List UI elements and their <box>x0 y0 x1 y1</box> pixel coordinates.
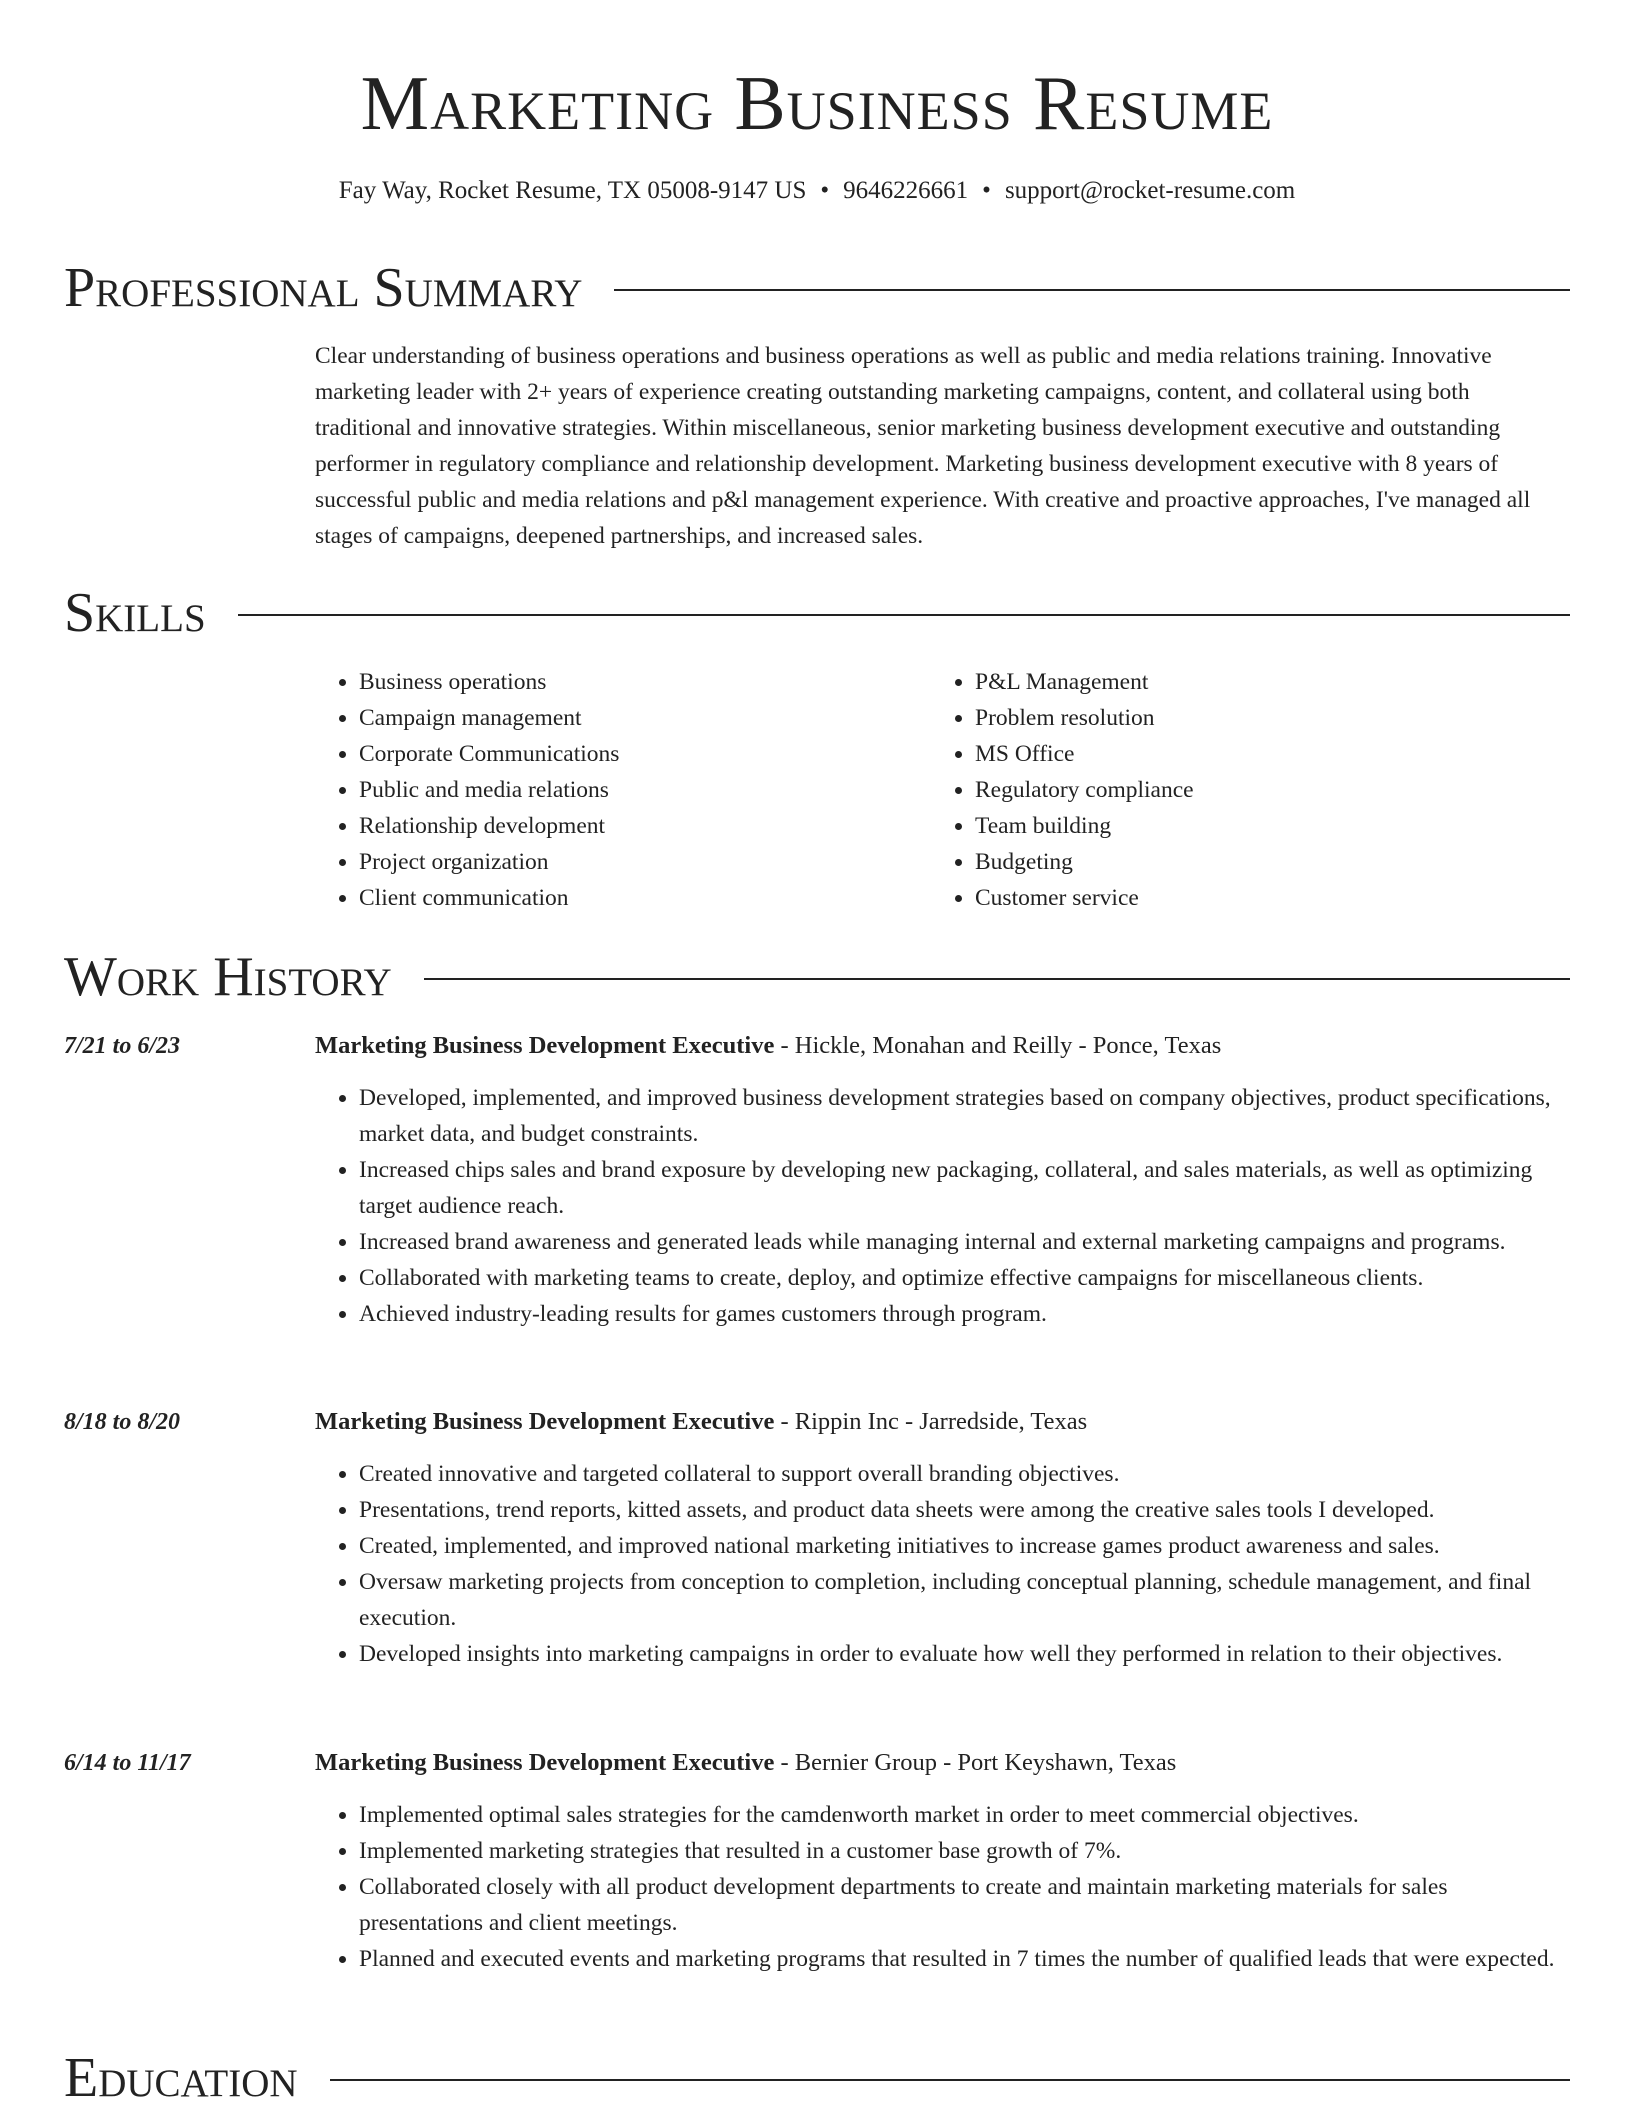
section-header-education <box>64 2046 1570 2110</box>
contact-separator: • <box>982 177 991 204</box>
skills-list-right <box>931 664 1531 916</box>
duty-item: • Increased brand awareness and generated leads while managing internal and external marketing campaigns and programs. <box>359 1224 1570 1260</box>
duty-item: • Implemented optimal sales strategies for the camdenworth market in order to meet commercial objectives. <box>359 1797 1570 1833</box>
summary-block <box>315 338 1570 554</box>
job-dates: 6/14 to 11/17 <box>64 1750 191 1776</box>
skill-item: • Regulatory compliance <box>975 772 1531 808</box>
summary-text: Clear understanding of business operations and business operations as well as public and media relations training. Innovative marketing leader with 2+ years of experience creating outstanding marketing campaigns, content, and collateral using both traditional and innovative strategies. Within miscellaneous, senior marketing business development executive and outstanding performer in regulatory compliance and relationship development. Marketing business development executive with 8 years of successful public and media relations and p&l management experience. With creative and proactive approaches, I've managed all stages of campaigns, deepened partnerships, and increased sales. <box>315 343 1531 549</box>
job-company: - Hickle, Monahan and Reilly - Ponce, Texas <box>780 1032 1222 1059</box>
skill-item: • Team building <box>975 808 1531 844</box>
job-heading <box>315 1028 1570 1064</box>
job-dates: 8/18 to 8/20 <box>64 1409 181 1435</box>
job-heading <box>315 1404 1570 1440</box>
resume-title: Marketing Business Resume <box>360 60 1274 146</box>
section-divider <box>238 614 1570 616</box>
job-dates: 7/21 to 6/23 <box>64 1033 181 1059</box>
skill-item: • Problem resolution <box>975 700 1531 736</box>
duty-item: • Created, implemented, and improved national marketing initiatives to increase games product awareness and sales. <box>359 1528 1570 1564</box>
contact-address: Fay Way, Rocket Resume, TX 05008-9147 US <box>338 177 807 204</box>
contact-separator: • <box>820 177 830 204</box>
section-divider <box>614 289 1570 291</box>
section-title-skills: Skills <box>64 582 206 644</box>
duty-item: • Collaborated with marketing teams to create, deploy, and optimize effective campaigns for miscellaneous clients. <box>359 1260 1570 1296</box>
duties-list <box>315 1080 1570 1332</box>
skill-item: • Client communication <box>359 880 915 916</box>
contact-line <box>64 176 1570 206</box>
job-company: - Bernier Group - Port Keyshawn, Texas <box>780 1749 1177 1776</box>
skill-item: • Campaign management <box>359 700 915 736</box>
job-title: Marketing Business Development Executive <box>315 1749 775 1776</box>
section-header-summary <box>64 256 1570 320</box>
skills-list-left <box>315 664 915 916</box>
skill-item: • Public and media relations <box>359 772 915 808</box>
duty-item: • Planned and executed events and marketing programs that resulted in 7 times the number of qualified leads that were expected. <box>359 1941 1570 1977</box>
job-heading <box>315 1745 1570 1781</box>
job-title: Marketing Business Development Executive <box>315 1408 775 1435</box>
skill-item: • P&L Management <box>975 664 1531 700</box>
skill-item: • Budgeting <box>975 844 1531 880</box>
duty-item: • Increased chips sales and brand exposure by developing new packaging, collateral, and sales materials, as well as optimizing target audience reach. <box>359 1152 1570 1224</box>
section-title-work: Work History <box>64 946 392 1008</box>
job-duties <box>315 1456 1570 1672</box>
contact-phone: 9646226661 <box>843 177 969 204</box>
skill-item: • MS Office <box>975 736 1531 772</box>
skill-item: • Project organization <box>359 844 915 880</box>
duty-item: • Achieved industry-leading results for games customers through program. <box>359 1296 1570 1332</box>
section-header-work <box>64 945 1570 1009</box>
section-divider <box>330 2079 1570 2081</box>
section-divider <box>424 978 1570 980</box>
skill-item: • Business operations <box>359 664 915 700</box>
duties-list <box>315 1456 1570 1672</box>
duty-item: • Collaborated closely with all product development departments to create and maintain marketing materials for sales presentations and client meetings. <box>359 1869 1570 1941</box>
duty-item: • Presentations, trend reports, kitted assets, and product data sheets were among the creative sales tools I developed. <box>359 1492 1570 1528</box>
section-title-summary: Professional Summary <box>64 257 583 319</box>
job-duties <box>315 1797 1570 1977</box>
contact-email[interactable]: support@rocket-resume.com <box>1004 177 1296 204</box>
duty-item: • Created innovative and targeted collateral to support overall branding objectives. <box>359 1456 1570 1492</box>
duties-list <box>315 1797 1570 1977</box>
section-title-education: Education <box>64 2047 298 2109</box>
section-header-skills <box>64 581 1570 645</box>
skill-item: • Corporate Communications <box>359 736 915 772</box>
duty-item: • Developed insights into marketing campaigns in order to evaluate how well they performed in relation to their objectives. <box>359 1636 1570 1672</box>
job-title: Marketing Business Development Executive <box>315 1032 775 1059</box>
job-company: - Rippin Inc - Jarredside, Texas <box>780 1408 1088 1435</box>
duty-item: • Implemented marketing strategies that resulted in a customer base growth of 7%. <box>359 1833 1570 1869</box>
skill-item: • Customer service <box>975 880 1531 916</box>
job-duties <box>315 1080 1570 1332</box>
skills-column-right <box>931 664 1531 916</box>
duty-item: • Oversaw marketing projects from conception to completion, including conceptual planning, schedule management, and final execution. <box>359 1564 1570 1636</box>
duty-item: • Developed, implemented, and improved business development strategies based on company objectives, product specifications, market data, and budget constraints. <box>359 1080 1570 1152</box>
skill-item: • Relationship development <box>359 808 915 844</box>
skills-column-left <box>315 664 915 916</box>
